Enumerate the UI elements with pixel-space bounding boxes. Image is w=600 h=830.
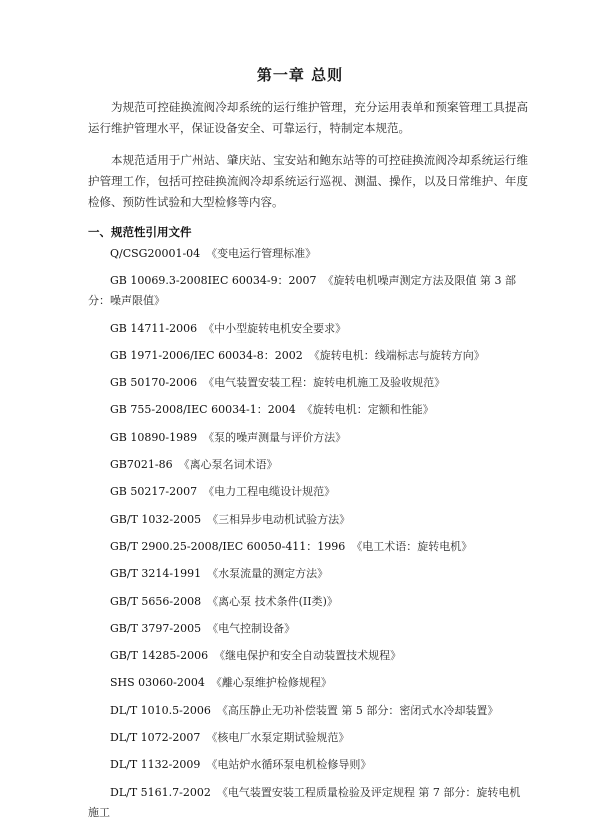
- reference-item: [88, 482, 528, 502]
- reference-item: [88, 755, 528, 775]
- reference-title: 《电工术语：旋转电机》: [351, 539, 473, 553]
- reference-item: [88, 537, 528, 557]
- reference-code: DL/T 1072-2007: [110, 731, 201, 745]
- reference-code: SHS 03060-2004: [110, 676, 205, 690]
- reference-code: Q/CSG20001-04: [110, 247, 201, 260]
- reference-title: 《电气装置安装工程：旋转电机施工及验收规范》: [203, 376, 446, 390]
- reference-item: [88, 319, 528, 339]
- reference-title: 《三相异步电动机试验方法》: [207, 512, 351, 526]
- reference-code: GB 10069.3-2008IEC 60034-9：2007: [110, 274, 317, 288]
- reference-title: 《水泵流量的测定方法》: [207, 567, 329, 581]
- reference-title: 《核电厂水泵定期试验规范》: [206, 731, 350, 745]
- chapter-title: 第一章 总则: [256, 66, 344, 84]
- reference-code: GB/T 3797-2005: [110, 621, 202, 635]
- reference-title: 《电站炉水循环泵电机检修导则》: [206, 758, 372, 772]
- reference-list: [88, 244, 528, 830]
- reference-item: [88, 373, 528, 393]
- reference-code: GB 10890-1989: [110, 430, 198, 444]
- reference-item: [88, 510, 528, 530]
- reference-title: 《離心泵维护检修规程》: [210, 676, 332, 690]
- reference-code: GB/T 2900.25-2008/IEC 60050-411：1996: [110, 539, 346, 553]
- reference-title: 《变电运行管理标准》: [206, 247, 317, 260]
- reference-item: [88, 701, 528, 721]
- reference-code: GB 14711-2006: [110, 321, 198, 335]
- reference-title: 《离心泵 技术条件(II类)》: [207, 594, 338, 608]
- reference-item: [88, 271, 528, 311]
- reference-title: 《旋转电机噪声测定方法及限值 第 3 部分：噪声限值》: [88, 274, 517, 308]
- reference-code: GB 50217-2007: [110, 485, 198, 499]
- reference-item: [88, 346, 528, 366]
- reference-code: GB/T 1032-2005: [110, 512, 202, 526]
- reference-item: [88, 428, 528, 448]
- reference-code: DL/T 1010.5-2006: [110, 703, 211, 717]
- reference-title: 《高压静止无功补偿装置 第 5 部分：密闭式水冷却装置》: [216, 703, 499, 717]
- reference-code: GB/T 14285-2006: [110, 649, 209, 663]
- reference-item: [88, 783, 528, 823]
- section-heading: 一、规范性引用文件: [88, 225, 192, 239]
- reference-code: GB 50170-2006: [110, 376, 198, 390]
- reference-item: [88, 619, 528, 639]
- reference-title: 《电气控制设备》: [207, 621, 296, 635]
- reference-title: 《旋转电机：线端标志与旋转方向》: [308, 348, 485, 362]
- reference-code: GB 1971-2006/IEC 60034-8：2002: [110, 348, 303, 362]
- reference-code: GB/T 3214-1991: [110, 567, 202, 581]
- purpose-paragraph: 为规范可控硅换流阀冷却系统的运行维护管理，充分运用表单和预案管理工具提高运行维护管理水平，保证设备安全、可靠运行，特制定本规范。: [88, 100, 528, 135]
- reference-title: 《电力工程电缆设计规范》: [203, 485, 336, 499]
- reference-title: 《电气装置安装工程质量检验及评定规程 第 7 部分：旋转电机施工: [88, 785, 521, 819]
- reference-item: [88, 455, 528, 475]
- reference-item: [88, 400, 528, 420]
- reference-title: 《旋转电机：定额和性能》: [301, 403, 434, 417]
- reference-code: DL/T 1132-2009: [110, 758, 201, 772]
- reference-title: 《中小型旋转电机安全要求》: [203, 321, 347, 335]
- reference-item: [88, 673, 528, 693]
- reference-item: [88, 728, 528, 748]
- reference-item: [88, 244, 528, 264]
- reference-code: DL/T 5161.7-2002: [110, 785, 211, 799]
- reference-title: 《泵的噪声测量与评价方法》: [203, 430, 347, 444]
- reference-item: [88, 564, 528, 584]
- reference-item: [88, 646, 528, 666]
- reference-code: GB 755-2008/IEC 60034-1：2004: [110, 403, 296, 417]
- scope-paragraph: 本规范适用于广州站、肇庆站、宝安站和鲍东站等的可控硅换流阀冷却系统运行维护管理工作，包括可控硅换流阀冷却系统运行巡视、测温、操作，以及日常维护、年度检修、预防性试验和大型检修等内容。: [88, 153, 528, 209]
- reference-title: 《继电保护和安全自动装置技术规程》: [214, 649, 402, 663]
- reference-title: 《离心泵名词术语》: [178, 458, 278, 472]
- reference-code: GB7021-86: [110, 458, 173, 472]
- reference-code: GB/T 5656-2008: [110, 594, 202, 608]
- reference-item: [88, 592, 528, 612]
